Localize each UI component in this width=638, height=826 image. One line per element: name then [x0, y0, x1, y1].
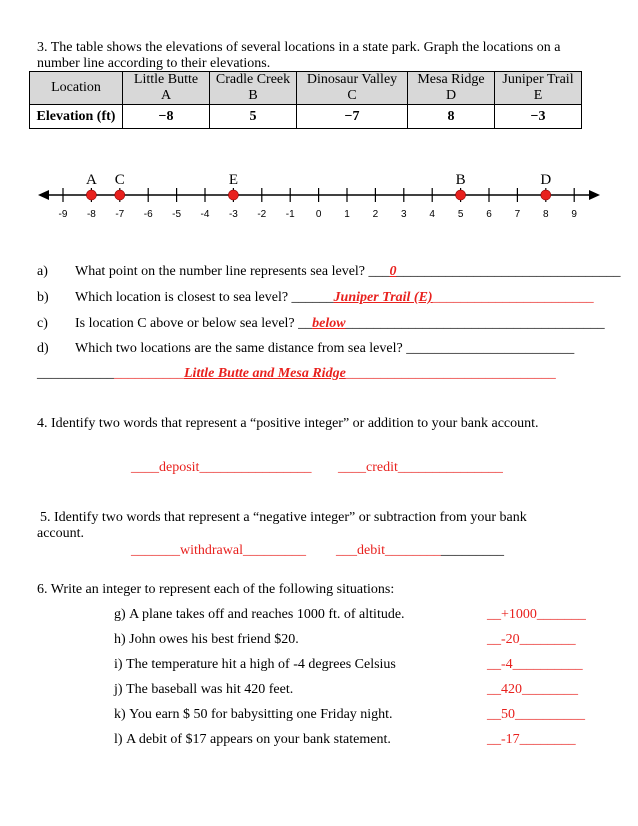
- q3d-blank: ________________________: [406, 341, 575, 356]
- tick-label: 2: [372, 209, 379, 220]
- q3d-answer-line: [37, 365, 556, 382]
- q3c-text: [75, 315, 605, 332]
- tick-label: 3: [401, 209, 407, 220]
- table-cell: 5: [210, 105, 297, 129]
- q6-item-text: The baseball was hit 420 feet.: [126, 682, 294, 697]
- tick-label: -6: [143, 209, 153, 220]
- right-arrow-icon: [589, 190, 600, 200]
- table-cell: −8: [123, 105, 210, 129]
- tick-label: 6: [486, 209, 492, 220]
- q6-item-answer: __420________: [487, 682, 578, 697]
- left-arrow-icon: [38, 190, 49, 200]
- q3a-text: [75, 263, 621, 280]
- q6-item: [114, 631, 299, 648]
- q5-prompt-line1: 5. Identify two words that represent a “negative integer” or subtraction from your bank: [40, 510, 527, 525]
- q6-item-text: A debit of $17 appears on your bank statement.: [126, 732, 391, 747]
- table-header-cell: Little Butte A: [123, 72, 210, 105]
- q3c-answer: below: [312, 316, 346, 331]
- q5-answer-2: [336, 542, 504, 559]
- q6-item-answer: __+1000_______: [487, 607, 586, 622]
- q3c-question: Is location C above or below sea level?: [75, 316, 299, 331]
- q3d-blank-red: __________: [114, 366, 184, 381]
- q3d-letter: d): [37, 341, 49, 356]
- q3d-text: [75, 340, 574, 357]
- q4-answer-2: ____credit_______________: [338, 460, 503, 475]
- table-cell: −3: [495, 105, 582, 129]
- q3b-blank-end: _______________________: [432, 290, 594, 305]
- tick-label: 4: [429, 209, 435, 220]
- point-label: A: [85, 172, 97, 188]
- point-label: B: [455, 172, 466, 188]
- tick-label: -2: [257, 209, 267, 220]
- q6-item: [114, 606, 405, 623]
- q3b-answer: Juniper Trail (E): [333, 290, 433, 305]
- q6-item-text: John owes his best friend $20.: [129, 632, 299, 647]
- q5-answer-2-red: ___debit________: [336, 543, 441, 558]
- data-point: [115, 190, 125, 200]
- location-header: Location: [30, 72, 123, 105]
- tick-label: -8: [86, 209, 96, 220]
- q3c-letter: c): [37, 316, 48, 331]
- q3b-text: [75, 289, 594, 306]
- data-point: [228, 190, 238, 200]
- table-cell: −7: [297, 105, 408, 129]
- q3c-blank: __: [298, 316, 313, 331]
- q3b-letter: b): [37, 290, 49, 305]
- tick-label: -4: [200, 209, 210, 220]
- q6-item-text: A plane takes off and reaches 1000 ft. of altitude.: [129, 607, 405, 622]
- table-header-cell: Cradle Creek B: [210, 72, 297, 105]
- q6-item-answer: __-20________: [487, 632, 576, 647]
- q6-item-letter: i): [114, 657, 123, 672]
- q6-item-letter: g): [114, 607, 126, 622]
- q6-item-answer: __-17________: [487, 732, 576, 747]
- data-point: [541, 190, 551, 200]
- tick-label: -9: [58, 209, 68, 220]
- point-label: D: [540, 172, 552, 188]
- q5-prompt-line2: account.: [37, 526, 85, 541]
- elevation-table: [29, 71, 582, 129]
- q3b-blank: ______: [291, 290, 334, 305]
- q3-prompt-line2: number line according to their elevations.: [37, 56, 271, 71]
- table-cell: 8: [408, 105, 495, 129]
- data-point: [456, 190, 466, 200]
- tick-label: 5: [457, 209, 464, 220]
- tick-label: 0: [315, 209, 322, 220]
- q6-item-letter: k): [114, 707, 126, 722]
- number-line: [0, 165, 638, 225]
- elevation-header: Elevation (ft): [30, 105, 123, 129]
- point-label: E: [228, 172, 238, 188]
- q5-answer-2-blank: _________: [441, 543, 504, 558]
- tick-label: 9: [571, 209, 577, 220]
- q6-prompt: 6. Write an integer to represent each of the following situations:: [37, 582, 395, 597]
- q6-item: [114, 656, 396, 673]
- tick-label: -1: [285, 209, 295, 220]
- table-header-cell: Mesa Ridge D: [408, 72, 495, 105]
- q3a-row: [37, 263, 48, 280]
- tick-label: 8: [543, 209, 549, 220]
- tick-label: 7: [514, 209, 521, 220]
- q3a-question: What point on the number line represents sea level?: [75, 264, 369, 279]
- q3a-blank-end: ________________________________: [396, 264, 621, 279]
- q3d-blank-start: ___________: [37, 366, 114, 381]
- q3c-blank-end: _____________________________________: [345, 316, 605, 331]
- q3a-blank: ___: [368, 264, 390, 279]
- q4-answer-1: ____deposit________________: [131, 460, 312, 475]
- q3d-answer: Little Butte and Mesa Ridge: [184, 366, 346, 381]
- q5-answer-1: _______withdrawal_________: [131, 543, 306, 558]
- q6-item-answer: __50__________: [487, 707, 585, 722]
- tick-label: -3: [228, 209, 238, 220]
- q4-prompt: 4. Identify two words that represent a “positive integer” or addition to your bank account.: [37, 416, 539, 431]
- q3d-blank-end: ______________________________: [345, 366, 556, 381]
- tick-label: -7: [115, 209, 125, 220]
- q3-prompt-line1: 3. The table shows the elevations of several locations in a state park. Graph the locations on a: [37, 40, 561, 55]
- table-header-cell: Juniper Trail E: [495, 72, 582, 105]
- q3a-letter: a): [37, 264, 48, 279]
- q6-item-letter: h): [114, 632, 126, 647]
- q6-item-text: You earn $ 50 for babysitting one Friday night.: [129, 707, 393, 722]
- data-point: [86, 190, 96, 200]
- q6-item: [114, 706, 393, 723]
- point-label: C: [114, 172, 125, 188]
- table-header-row: [30, 72, 582, 105]
- q6-item-answer: __-4__________: [487, 657, 583, 672]
- q6-item: [114, 731, 391, 748]
- table-value-row: [30, 105, 582, 129]
- q3b-question: Which location is closest to sea level?: [75, 290, 292, 305]
- q6-item: [114, 681, 293, 698]
- table-header-cell: Dinosaur Valley C: [297, 72, 408, 105]
- tick-label: -5: [172, 209, 182, 220]
- q6-item-text: The temperature hit a high of -4 degrees Celsius: [126, 657, 396, 672]
- q3d-question: Which two locations are the same distance from sea level?: [75, 341, 407, 356]
- q3a-answer: 0: [389, 264, 397, 279]
- tick-label: 1: [344, 209, 350, 220]
- q6-item-letter: j): [114, 682, 123, 697]
- q6-item-letter: l): [114, 732, 123, 747]
